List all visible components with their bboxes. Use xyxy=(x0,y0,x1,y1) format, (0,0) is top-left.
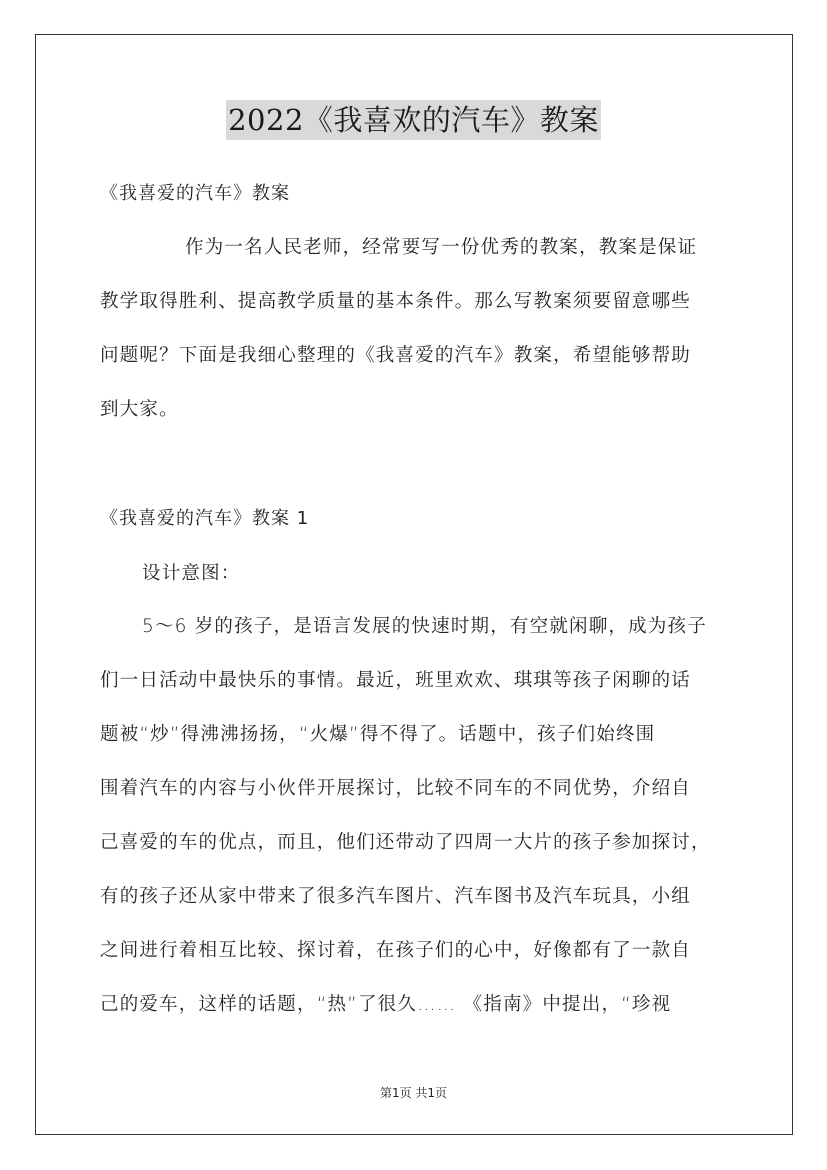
title-container xyxy=(0,100,827,140)
design-line-6: 有的孩子还从家中带来了很多汽车图片、汽车图书及汽车玩具，小组 xyxy=(100,886,692,907)
intro-line-4: 到大家。 xyxy=(100,399,179,420)
design-intent-label: 设计意图： xyxy=(142,563,241,584)
section1-heading: 《我喜爱的汽车》教案 1 xyxy=(100,508,310,529)
design-line-1: 5～6 岁的孩子，是语言发展的快速时期，有空就闲聊，成为孩子 xyxy=(142,616,707,637)
page-footer: 第1页 共1页 xyxy=(379,1086,448,1100)
design-line-2: 们一日活动中最快乐的事情。最近，班里欢欢、琪琪等孩子闲聊的话 xyxy=(100,670,692,691)
design-line-8: 己的爱车，这样的话题，“热”了很久…… 《指南》中提出，“珍视 xyxy=(100,994,672,1015)
intro-line-2: 教学取得胜利、提高教学质量的基本条件。那么写教案须要留意哪些 xyxy=(100,291,692,312)
design-line-5: 己喜爱的车的优点，而且，他们还带动了四周一大片的孩子参加探讨， xyxy=(100,832,711,853)
intro-line-1: 作为一名人民老师，经常要写一份优秀的教案，教案是保证 xyxy=(185,237,698,258)
intro-line-3: 问题呢？下面是我细心整理的《我喜爱的汽车》教案，希望能够帮助 xyxy=(100,345,692,366)
intro-heading: 《我喜爱的汽车》教案 xyxy=(100,183,290,204)
design-line-7: 之间进行着相互比较、探讨着，在孩子们的心中，好像都有了一款自 xyxy=(100,940,692,961)
design-line-4: 围着汽车的内容与小伙伴开展探讨，比较不同车的不同优势，介绍自 xyxy=(100,778,692,799)
document-title: 2022《我喜欢的汽车》教案 xyxy=(226,100,601,140)
design-line-3: 题被“炒”得沸沸扬扬，“火爆”得不得了。话题中，孩子们始终围 xyxy=(100,724,656,745)
